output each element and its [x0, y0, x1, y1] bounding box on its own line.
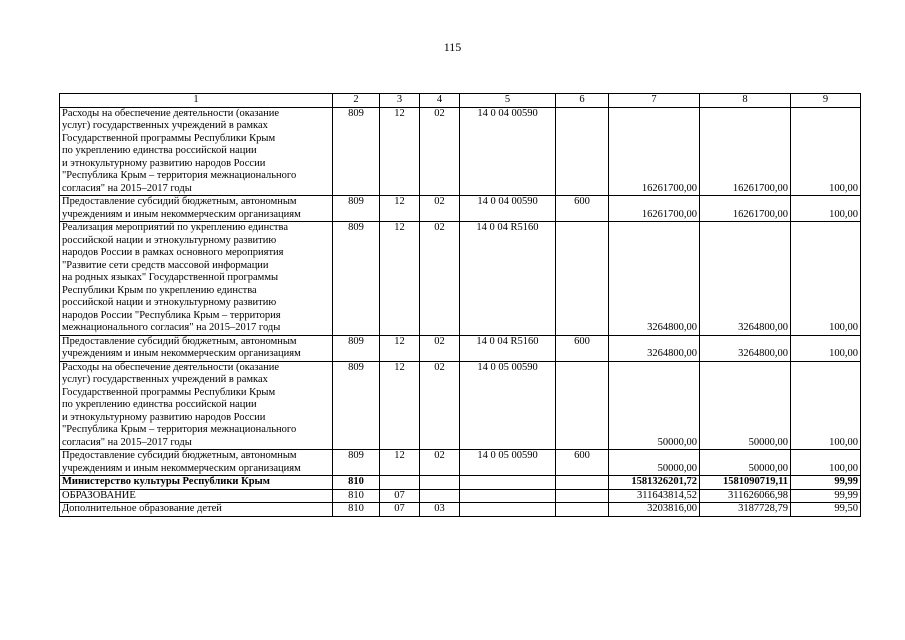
cell-grbs: 809: [333, 107, 380, 196]
cell-expense-type: [556, 107, 609, 196]
cell-name-line: Государственной программы Республики Крым: [62, 132, 276, 144]
cell-subsection: [420, 476, 460, 490]
cell-name-line: по укреплению единства российской нации: [62, 399, 257, 410]
cell-executed: 311626066,98: [700, 489, 791, 503]
cell-grbs: 809: [333, 222, 380, 336]
cell-grbs: 809: [333, 450, 380, 476]
cell-name: [60, 476, 333, 490]
page-number: 115: [443, 40, 462, 54]
cell-section: 12: [380, 361, 420, 450]
column-header-executed: 8: [700, 94, 791, 108]
cell-percent: 100,00: [791, 222, 861, 336]
cell-name-line: "Развитие сети средств массовой информации: [62, 259, 269, 271]
cell-name-line: на родных языках" Государственной программы: [62, 272, 279, 283]
cell-executed: 3264800,00: [700, 335, 791, 361]
cell-grbs: 809: [333, 196, 380, 222]
cell-executed: 3187728,79: [700, 503, 791, 517]
cell-name: [60, 450, 333, 476]
cell-subsection: [420, 489, 460, 503]
cell-executed: 1581090719,11: [700, 476, 791, 490]
cell-name-line: Предоставление субсидий бюджетным, автономным: [62, 196, 297, 207]
cell-target-article: 14 0 04 R5160: [460, 222, 556, 336]
cell-name-line: Министерство культуры Республики Крым: [62, 476, 270, 487]
table-row: [60, 489, 861, 503]
cell-name-line: Реализация мероприятий по укреплению единства: [62, 222, 288, 233]
column-header-grbs: 2: [333, 94, 380, 108]
table-row: [60, 222, 861, 336]
cell-plan: 16261700,00: [609, 107, 700, 196]
cell-executed: 16261700,00: [700, 107, 791, 196]
table-row: [60, 335, 861, 361]
cell-target-article: 14 0 04 R5160: [460, 335, 556, 361]
cell-name-line: учреждениям и иным некоммерческим организациям: [62, 462, 301, 474]
cell-target-article: 14 0 04 00590: [460, 196, 556, 222]
cell-name: [60, 222, 333, 336]
cell-name-line: российской нации и этнокультурному развитию: [62, 297, 277, 308]
cell-target-article: 14 0 05 00590: [460, 361, 556, 450]
cell-name-line: российской нации и этнокультурному развитию: [62, 234, 277, 246]
cell-expense-type: [556, 489, 609, 503]
cell-subsection: 02: [420, 450, 460, 476]
cell-plan: 3203816,00: [609, 503, 700, 517]
cell-subsection: 03: [420, 503, 460, 517]
cell-percent: 99,99: [791, 476, 861, 490]
cell-name-line: ОБРАЗОВАНИЕ: [62, 489, 136, 501]
cell-name: [60, 503, 333, 517]
table-row: [60, 107, 861, 196]
column-header-plan: 7: [609, 94, 700, 108]
cell-plan: 311643814,52: [609, 489, 700, 503]
cell-executed: 50000,00: [700, 450, 791, 476]
cell-expense-type: 600: [556, 196, 609, 222]
cell-name-line: Предоставление субсидий бюджетным, автономным: [62, 450, 297, 461]
cell-name: [60, 335, 333, 361]
cell-name-line: согласия" на 2015–2017 годы: [62, 182, 192, 194]
cell-name-line: услуг) государственных учреждений в рамках: [62, 374, 268, 385]
cell-grbs: 810: [333, 489, 380, 503]
cell-name-line: Расходы на обеспечение деятельности (оказание: [62, 361, 280, 373]
cell-grbs: 809: [333, 361, 380, 450]
cell-subsection: 02: [420, 196, 460, 222]
cell-section: 12: [380, 335, 420, 361]
cell-subsection: 02: [420, 335, 460, 361]
table-row: [60, 503, 861, 517]
cell-plan: 3264800,00: [609, 222, 700, 336]
cell-name-line: "Республика Крым – территория межнационального: [62, 170, 297, 181]
cell-grbs: 809: [333, 335, 380, 361]
cell-section: 12: [380, 107, 420, 196]
cell-percent: 100,00: [791, 361, 861, 450]
cell-percent: 99,99: [791, 489, 861, 503]
cell-subsection: 02: [420, 361, 460, 450]
cell-name-line: и этнокультурному развитию народов России: [62, 411, 266, 423]
cell-target-article: 14 0 04 00590: [460, 107, 556, 196]
column-header-target-article: 5: [460, 94, 556, 108]
table-row: [60, 450, 861, 476]
cell-subsection: 02: [420, 222, 460, 336]
cell-executed: 16261700,00: [700, 196, 791, 222]
cell-name-line: народов России "Республика Крым – территория: [62, 309, 281, 321]
cell-name-line: Предоставление субсидий бюджетным, автономным: [62, 335, 297, 347]
cell-expense-type: [556, 503, 609, 517]
cell-plan: 3264800,00: [609, 335, 700, 361]
cell-grbs: 810: [333, 476, 380, 490]
cell-percent: 100,00: [791, 335, 861, 361]
table-row: [60, 196, 861, 222]
cell-name-line: учреждениям и иным некоммерческим организациям: [62, 208, 301, 220]
column-header-expense-type: 6: [556, 94, 609, 108]
cell-grbs: 810: [333, 503, 380, 517]
cell-subsection: 02: [420, 107, 460, 196]
table-row: [60, 476, 861, 490]
column-header-name: 1: [60, 94, 333, 108]
cell-executed: 50000,00: [700, 361, 791, 450]
cell-name-line: народов России в рамках основного мероприятия: [62, 247, 284, 258]
cell-expense-type: [556, 222, 609, 336]
cell-name-line: "Республика Крым – территория межнационального: [62, 424, 297, 435]
cell-target-article: [460, 503, 556, 517]
cell-target-article: 14 0 05 00590: [460, 450, 556, 476]
cell-percent: 100,00: [791, 196, 861, 222]
cell-name: [60, 361, 333, 450]
cell-section: 07: [380, 489, 420, 503]
cell-expense-type: [556, 361, 609, 450]
cell-name: [60, 107, 333, 196]
cell-executed: 3264800,00: [700, 222, 791, 336]
cell-percent: 100,00: [791, 107, 861, 196]
cell-section: [380, 476, 420, 490]
cell-name-line: по укреплению единства российской нации: [62, 145, 257, 156]
cell-expense-type: [556, 476, 609, 490]
table-row: [60, 361, 861, 450]
cell-name: [60, 196, 333, 222]
cell-expense-type: 600: [556, 450, 609, 476]
cell-name-line: услуг) государственных учреждений в рамках: [62, 120, 268, 131]
cell-name: [60, 489, 333, 503]
table-header-row: [60, 94, 861, 108]
cell-name-line: и этнокультурному развитию народов России: [62, 157, 266, 169]
column-header-percent: 9: [791, 94, 861, 108]
cell-name-line: Государственной программы Республики Крым: [62, 386, 276, 398]
budget-table: [59, 93, 861, 517]
cell-expense-type: 600: [556, 335, 609, 361]
cell-plan: 50000,00: [609, 361, 700, 450]
cell-section: 12: [380, 196, 420, 222]
cell-target-article: [460, 489, 556, 503]
cell-percent: 100,00: [791, 450, 861, 476]
cell-section: 12: [380, 450, 420, 476]
cell-section: 12: [380, 222, 420, 336]
cell-plan: 50000,00: [609, 450, 700, 476]
cell-percent: 99,50: [791, 503, 861, 517]
cell-plan: 1581326201,72: [609, 476, 700, 490]
cell-name-line: Расходы на обеспечение деятельности (оказание: [62, 107, 280, 119]
cell-name-line: Республики Крым по укреплению единства: [62, 284, 257, 296]
cell-name-line: межнационального согласия" на 2015–2017 годы: [62, 322, 281, 333]
column-header-section: 3: [380, 94, 420, 108]
cell-target-article: [460, 476, 556, 490]
column-header-subsection: 4: [420, 94, 460, 108]
cell-name-line: учреждениям и иным некоммерческим организациям: [62, 348, 301, 359]
cell-name-line: согласия" на 2015–2017 годы: [62, 436, 192, 448]
cell-section: 07: [380, 503, 420, 517]
cell-plan: 16261700,00: [609, 196, 700, 222]
cell-name-line: Дополнительное образование детей: [62, 503, 222, 514]
